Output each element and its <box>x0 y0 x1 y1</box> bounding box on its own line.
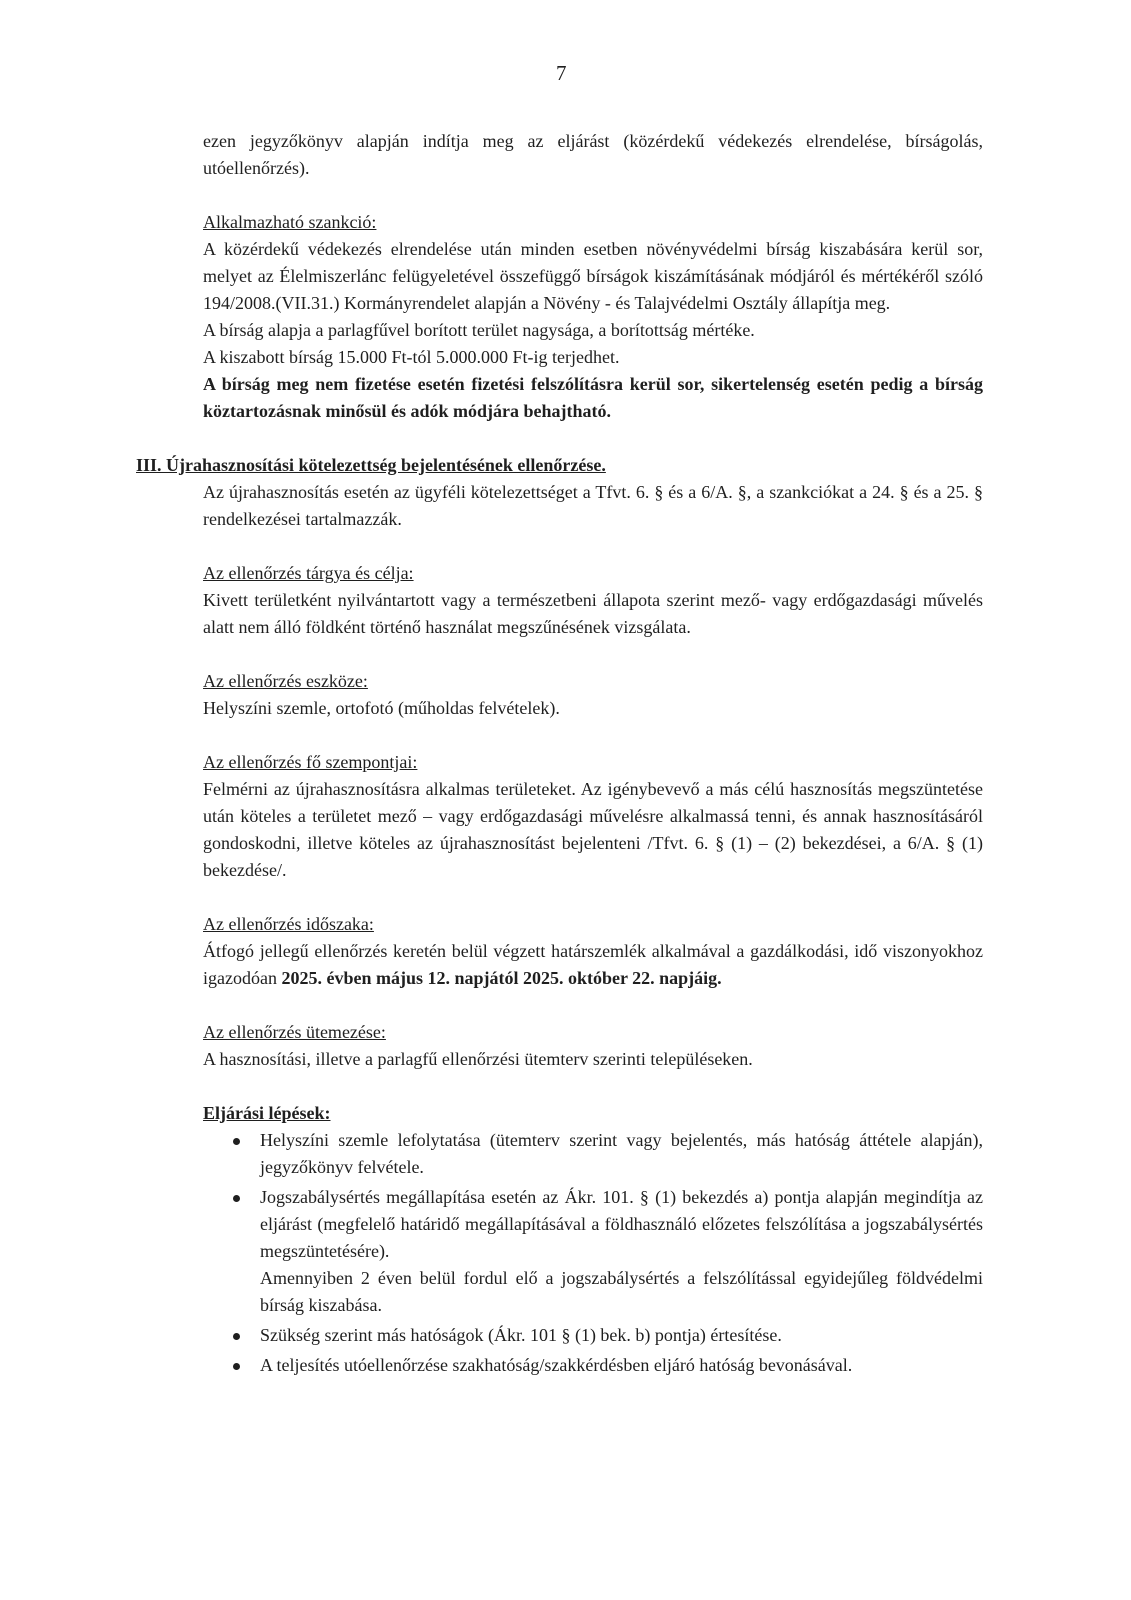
aspects-heading: Az ellenőrzés fő szempontjai: <box>203 752 418 772</box>
aspects-text: Felmérni az újrahasznosításra alkalmas területeket. Az igénybevevő a más célú hasznosítás megszüntetése után köteles a területet mező – vagy erdőgazdasági művelésre alkalmassá tenni, és annak hasznosításáról gondoskodni, illetve köteles az újrahasznosítást bejelenteni /Tfvt. 6. § (1) – (2) bekezdései, a 6/A. § (1) bekezdése/. <box>203 779 983 880</box>
procedure-step-note: Amennyiben 2 éven belül fordul elő a jogszabálysértés a felszólítással egyidejűleg földvédelmi bírság kiszabása. <box>260 1268 983 1315</box>
sanction-paragraph: A közérdekű védekezés elrendelése után minden esetben növényvédelmi bírság kiszabására kerül sor, melyet az Élelmiszerlánc felügyeletével összefüggő bírságok kiszámításának módjáról és mértékéről szóló 194/2008.(VII.31.) Kormányrendelet alapján a Növény - és Talajvédelmi Osztály állapítja meg. <box>203 239 983 313</box>
procedure-step <box>203 1322 983 1349</box>
sanction-fine-range: A kiszabott bírság 15.000 Ft-tól 5.000.000 Ft-ig terjedhet. <box>203 347 620 367</box>
tools-text: Helyszíni szemle, ortofotó (műholdas felvételek). <box>203 698 560 718</box>
period-dates: 2025. évben május 12. napjától 2025. október 22. napjáig. <box>281 968 722 988</box>
procedure-steps-list <box>203 1127 983 1379</box>
period-heading: Az ellenőrzés időszaka: <box>203 914 374 934</box>
schedule-heading: Az ellenőrzés ütemezése: <box>203 1022 386 1042</box>
section-3-title: III. Újrahasznosítási kötelezettség bejelentésének ellenőrzése. <box>136 455 606 475</box>
page-number: 7 <box>556 61 567 85</box>
procedure-step-text: Szükség szerint más hatóságok (Ákr. 101 § (1) bek. b) pontja) értesítése. <box>260 1325 782 1345</box>
procedure-heading: Eljárási lépések: <box>203 1103 331 1123</box>
procedure-step-text: Helyszíni szemle lefolytatása (ütemterv szerint vagy bejelentés, más hatóság áttétele alapján), jegyzőkönyv felvétele. <box>260 1130 983 1177</box>
procedure-step-text: A teljesítés utóellenőrzése szakhatóság/szakkérdésben eljáró hatóság bevonásával. <box>260 1355 853 1375</box>
subject-heading: Az ellenőrzés tárgya és célja: <box>203 563 414 583</box>
sanction-heading: Alkalmazható szankció: <box>203 212 377 232</box>
subject-text: Kivett területként nyilvántartott vagy a természetbeni állapota szerint mező- vagy erdőgazdasági művelés alatt nem álló földként történő használat megszűnésének vizsgálata. <box>203 590 983 637</box>
document-body <box>136 128 983 1382</box>
procedure-step-text: Jogszabálysértés megállapítása esetén az Ákr. 101. § (1) bekezdés a) pontja alapján megindítja az eljárást (megfelelő határidő megállapításával a földhasználó előzetes felszólítása a jogszabálysértés megszüntetésére). <box>260 1187 983 1261</box>
procedure-step <box>203 1184 983 1319</box>
period-text-plain: Átfogó jellegű ellenőrzés keretén belül végzett határszemlék alkalmával a gazdálkodási, idő viszonyokhoz igazodóan <box>203 941 983 988</box>
procedure-step <box>203 1352 983 1379</box>
section-3-text: Az újrahasznosítás esetén az ügyféli kötelezettséget a Tfvt. 6. § és a 6/A. §, a szankciókat a 24. § és a 25. § rendelkezései tartalmazzák. <box>203 482 983 529</box>
procedure-step <box>203 1127 983 1181</box>
sanction-fine-basis: A bírság alapja a parlagfűvel borított terület nagysága, a borítottság mértéke. <box>203 320 755 340</box>
tools-heading: Az ellenőrzés eszköze: <box>203 671 368 691</box>
intro-paragraph: ezen jegyzőkönyv alapján indítja meg az eljárást (közérdekű védekezés elrendelése, bírságolás, utóellenőrzés). <box>203 131 983 178</box>
sanction-enforcement: A bírság meg nem fizetése esetén fizetési felszólításra kerül sor, sikertelenség esetén pedig a bírság köztartozásnak minősül és adók módjára behajtható. <box>203 374 983 421</box>
schedule-text: A hasznosítási, illetve a parlagfű ellenőrzési ütemterv szerinti településeken. <box>203 1049 753 1069</box>
period-text <box>203 938 983 992</box>
